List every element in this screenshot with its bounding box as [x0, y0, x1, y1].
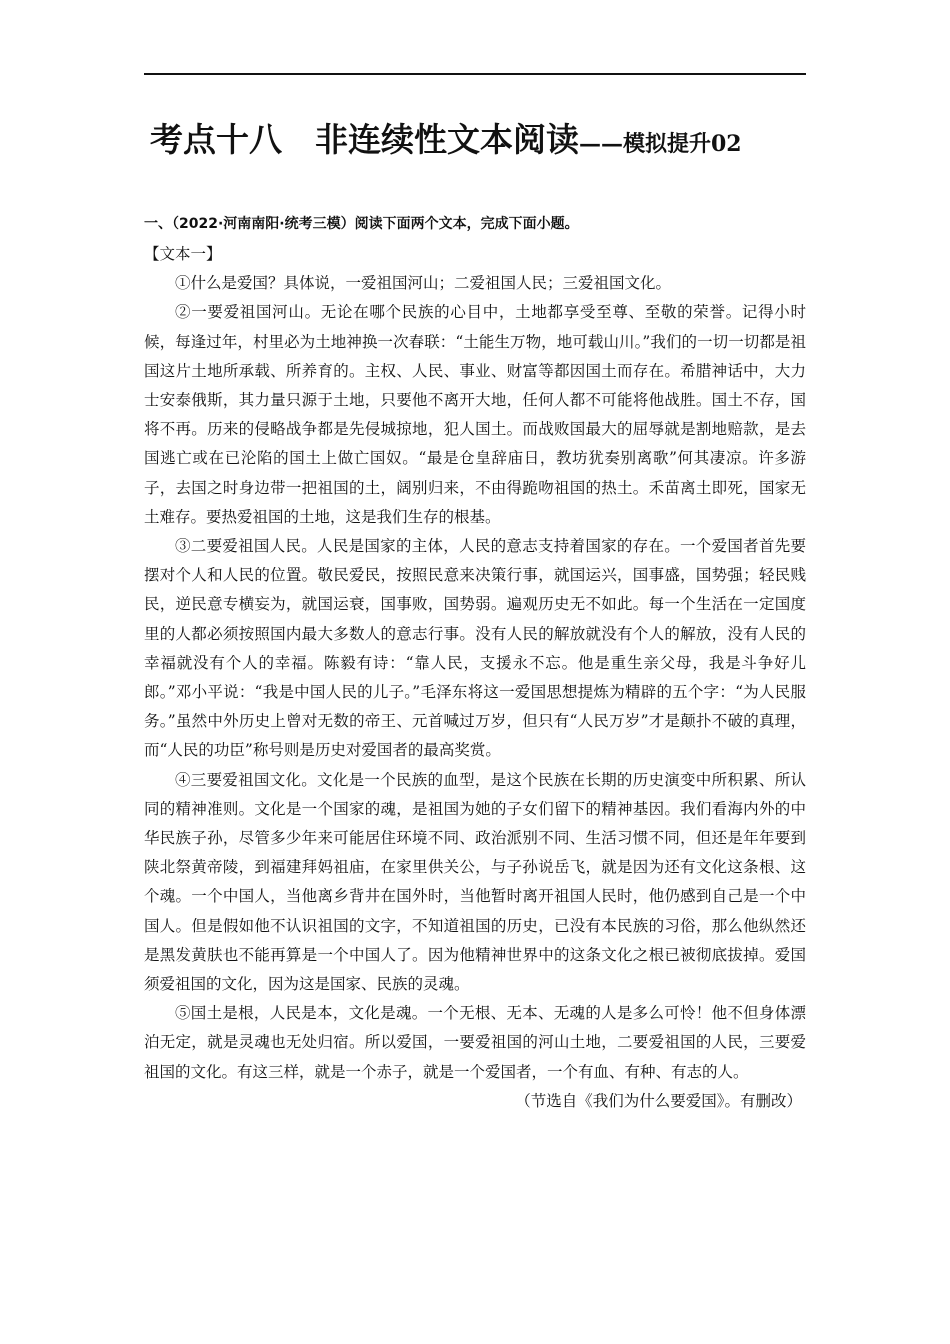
- question-heading: 一、（2022·河南南阳·统考三模）阅读下面两个文本，完成下面小题。: [144, 216, 579, 232]
- title-sub: ——模拟提升02: [579, 131, 742, 157]
- source-note: （节选自《我们为什么要爱国》。有删改）: [515, 1091, 802, 1110]
- text-label: 【文本一】: [144, 245, 222, 263]
- reading-text: [144, 240, 806, 1116]
- paragraph-2: ②一要爱祖国河山。无论在哪个民族的心目中，土地都享受至尊、至敬的荣誉。记得小时候，每逢过年，村里必为土地神换一次春联：“土能生万物，地可载山川。”我们的一切一切都是祖国这片土地所承载、所养育的。主权、人民、事业、财富等都因国土而存在。希腊神话中，大力士安泰俄斯，其力量只源于土地，只要他不离开大地，任何人都不可能将他战胜。国土不存，国将不再。历来的侵略战争都是先侵城掠地，犯人国土。而战败国最大的屈辱就是割地赔款，是去国逃亡或在已沦陷的国土上做亡国奴。“最是仓皇辞庙日，教坊犹奏别离歌”何其凄凉。许多游子，去国之时身边带一把祖国的土，阔别归来，不由得跪吻祖国的热土。禾苗离土即死，国家无土难存。要热爱祖国的土地，这是我们生存的根基。: [144, 303, 806, 526]
- paragraph-5: ⑤国土是根，人民是本，文化是魂。一个无根、无本、无魂的人是多么可怜！他不但身体漂泊无定，就是灵魂也无处归宿。所以爱国，一要爱祖国的河山土地，二要爱祖国的人民，三要爱祖国的文化。有这三样，就是一个赤子，就是一个爱国者，一个有血、有种、有志的人。: [144, 1004, 806, 1081]
- paragraph-1: ①什么是爱国？具体说，一爱祖国河山；二爱祖国人民；三爱祖国文化。: [175, 274, 672, 293]
- page-title: [150, 118, 810, 166]
- paragraph-3: ③二要爱祖国人民。人民是国家的主体，人民的意志支持着国家的存在。一个爱国者首先要摆对个人和人民的位置。敬民爱民，按照民意来决策行事，就国运兴，国事盛，国势强；轻民贱民，逆民意专横妄为，就国运衰，国事败，国势弱。遍观历史无不如此。每一个生活在一定国度里的人都必须按照国内最大多数人的意志行事。没有人民的解放就没有个人的解放，没有人民的幸福就没有个人的幸福。陈毅有诗：“靠人民，支援永不忘。他是重生亲父母，我是斗争好儿郎。”邓小平说：“我是中国人民的儿子。”毛泽东将这一爱国思想提炼为精辟的五个字：“为人民服务。”虽然中外历史上曾对无数的帝王、元首喊过万岁，但只有“人民万岁”才是颠扑不破的真理，而“人民的功臣”称号则是历史对爱国者的最高奖赏。: [144, 537, 806, 760]
- paragraph-4: ④三要爱祖国文化。文化是一个民族的血型，是这个民族在长期的历史演变中所积累、所认同的精神准则。文化是一个国家的魂，是祖国为她的子女们留下的精神基因。我们看海内外的中华民族子孙，尽管多少年来可能居住环境不同、政治派别不同、生活习惯不同，但还是年年要到陕北祭黄帝陵，到福建拜妈祖庙，在家里供关公，与子孙说岳飞，就是因为还有文化这条根、这个魂。一个中国人，当他离乡背井在国外时，当他暂时离开祖国人民时，他仍感到自己是一个中国人。但是假如他不认识祖国的文字，不知道祖国的历史，已没有本民族的习俗，那么他纵然还是黑发黄肤也不能再算是一个中国人了。因为他精神世界中的这条文化之根已被彻底拔掉。爱国须爱祖国的文化，因为这是国家、民族的灵魂。: [144, 770, 806, 994]
- title-main: 考点十八 非连续性文本阅读: [150, 120, 579, 159]
- top-divider: [144, 73, 806, 75]
